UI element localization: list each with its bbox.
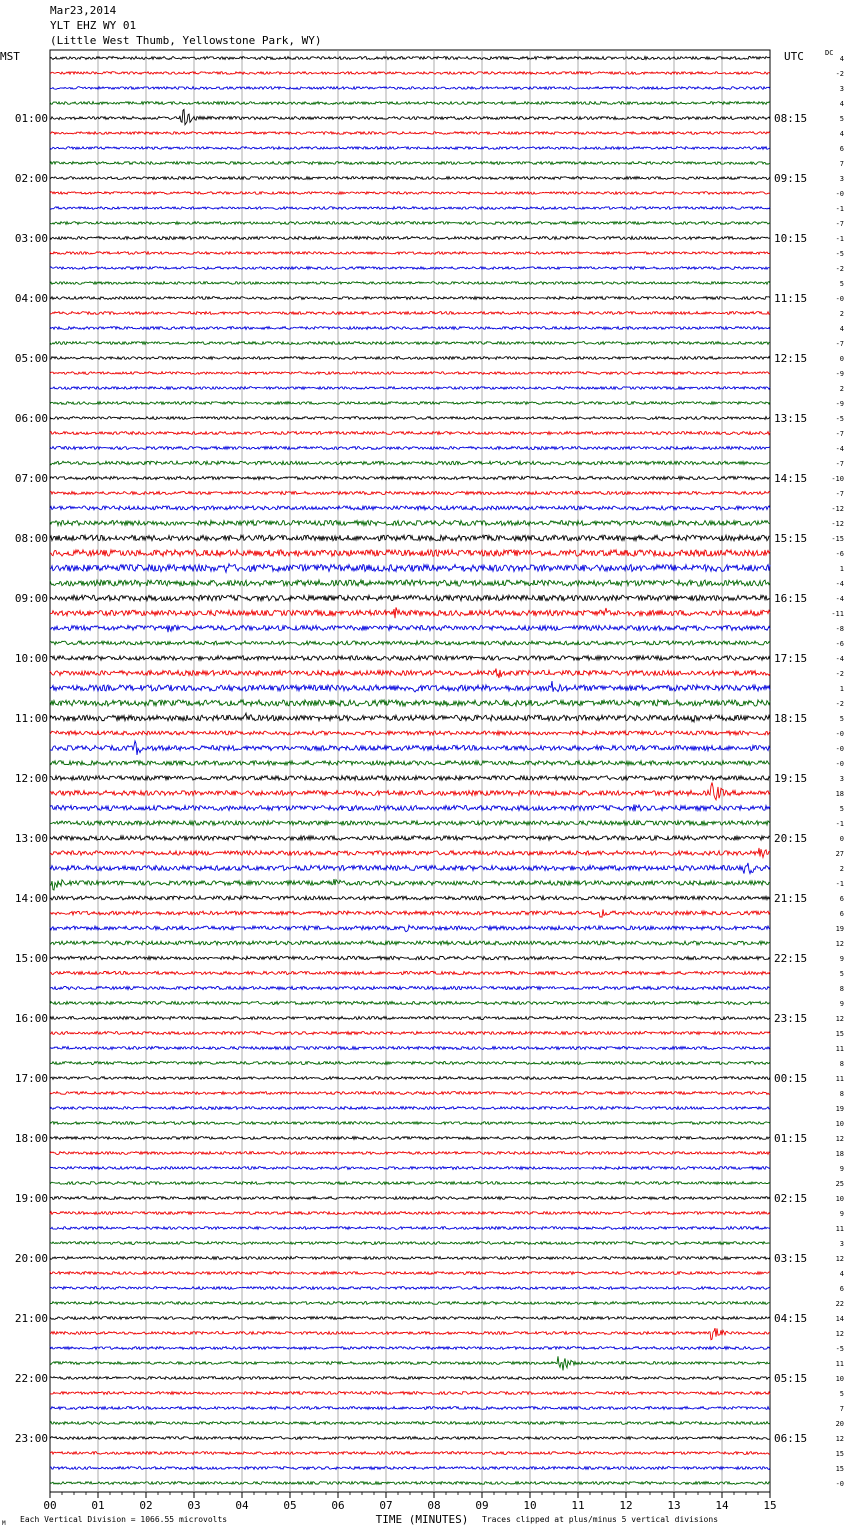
utc-hour-label: 19:15 [774, 772, 808, 785]
dc-offset-label: 12 [835, 1330, 844, 1338]
seismic-trace [50, 1032, 770, 1035]
seismic-trace [50, 535, 770, 541]
corner-mark: M [2, 1520, 6, 1527]
utc-hour-label: 00:15 [774, 1072, 808, 1085]
dc-offset-label: 9 [839, 1165, 844, 1173]
mst-hour-label: 12:00 [14, 772, 48, 785]
dc-offset-label: 12 [835, 1015, 844, 1023]
mst-hour-label: 04:00 [14, 292, 48, 305]
mst-hour-label: 16:00 [14, 1012, 48, 1025]
dc-offset-label: -9 [835, 400, 844, 408]
dc-offset-label: 18 [835, 790, 844, 798]
utc-hour-label: 17:15 [774, 652, 808, 665]
seismic-trace [50, 1242, 770, 1245]
mst-hour-label: 14:00 [14, 892, 48, 905]
dc-offset-label: 8 [839, 1090, 844, 1098]
chart-grid [50, 50, 770, 1492]
dc-offset-label: 7 [839, 160, 844, 168]
dc-offset-label: -9 [835, 370, 844, 378]
utc-axis-label: UTC [784, 50, 804, 63]
dc-offset-label: -2 [835, 700, 844, 708]
dc-offset-label: 5 [839, 805, 844, 813]
dc-offset-label: 19 [835, 925, 844, 933]
dc-offset-label: 0 [839, 835, 844, 843]
dc-offset-label: -0 [835, 745, 844, 753]
plot-location: (Little West Thumb, Yellowstone Park, WY) [50, 34, 322, 47]
x-tick-label: 14 [715, 1499, 729, 1512]
seismic-trace [50, 402, 770, 405]
dc-offset-label: 10 [835, 1120, 844, 1128]
dc-offset-label: -5 [835, 1345, 844, 1353]
mst-hour-label: 23:00 [14, 1432, 48, 1445]
dc-offset-label: -0 [835, 760, 844, 768]
seismic-trace [50, 700, 770, 706]
utc-hour-label: 10:15 [774, 232, 808, 245]
dc-offset-label: 25 [835, 1180, 844, 1188]
x-axis [43, 1492, 776, 1512]
plot-date: Mar23,2014 [50, 4, 117, 17]
dc-offset-label: -5 [835, 250, 844, 258]
utc-hour-label: 14:15 [774, 472, 808, 485]
dc-offset-label: 4 [839, 325, 844, 333]
dc-offset-label: -4 [835, 655, 844, 663]
dc-offset-label: 5 [839, 970, 844, 978]
seismic-trace [50, 761, 770, 765]
mst-hour-label: 08:00 [14, 532, 48, 545]
x-tick-label: 06 [331, 1499, 345, 1512]
dc-offset-label: 9 [839, 955, 844, 963]
seismic-trace [50, 848, 770, 858]
dc-offset-label: -10 [831, 475, 844, 483]
plot-station: YLT EHZ WY 01 [50, 19, 137, 32]
seismic-trace [50, 1482, 770, 1485]
seismic-trace [50, 491, 770, 494]
dc-offset-label: 1 [839, 685, 844, 693]
seismic-trace [50, 1287, 770, 1290]
dc-offset-label: 15 [835, 1030, 844, 1038]
seismic-trace [50, 222, 770, 225]
dc-offset-label: 9 [839, 1000, 844, 1008]
seismic-trace [50, 1407, 770, 1410]
dc-offset-label: 22 [835, 1300, 844, 1308]
seismic-trace [50, 713, 770, 722]
dc-offset-label: 0 [839, 355, 844, 363]
mst-hour-label: 09:00 [14, 592, 48, 605]
seismic-trace [50, 681, 770, 692]
mst-hour-label: 20:00 [14, 1252, 48, 1265]
dc-offset-label: 12 [835, 1435, 844, 1443]
utc-hour-label: 16:15 [774, 592, 808, 605]
seismic-trace [50, 836, 770, 840]
utc-hour-label: 03:15 [774, 1252, 808, 1265]
dc-offset-label: 10 [835, 1375, 844, 1383]
x-tick-label: 10 [523, 1499, 537, 1512]
dc-offset-label: 11 [835, 1075, 844, 1083]
dc-offset-label: -0 [835, 190, 844, 198]
seismic-trace [50, 207, 770, 210]
seismic-trace [50, 879, 770, 890]
seismic-trace [50, 177, 770, 180]
seismic-trace [50, 1392, 770, 1395]
seismic-trace [50, 1437, 770, 1440]
dc-offset-label: 10 [835, 1195, 844, 1203]
seismic-trace [50, 896, 770, 900]
seismic-trace [50, 1017, 770, 1020]
seismic-trace [50, 564, 770, 573]
seismic-trace [50, 641, 770, 645]
seismic-trace [50, 72, 770, 75]
mst-hour-label: 01:00 [14, 112, 48, 125]
utc-hour-label: 01:15 [774, 1132, 808, 1145]
x-tick-label: 03 [187, 1499, 201, 1512]
seismic-trace [50, 1257, 770, 1260]
dc-offset-label: 11 [835, 1360, 844, 1368]
mst-hour-label: 02:00 [14, 172, 48, 185]
mst-hour-label: 05:00 [14, 352, 48, 365]
mst-hour-label: 10:00 [14, 652, 48, 665]
x-tick-label: 00 [43, 1499, 57, 1512]
x-tick-label: 01 [91, 1499, 105, 1512]
seismic-trace [50, 267, 770, 270]
seismic-trace [50, 580, 770, 586]
seismic-trace [50, 1422, 770, 1425]
seismic-trace [50, 1467, 770, 1470]
dc-offset-label: -7 [835, 220, 844, 228]
dc-axis-label: DC [825, 49, 834, 57]
dc-offset-label: -2 [835, 265, 844, 273]
dc-offset-label: 4 [839, 100, 844, 108]
seismic-trace [50, 775, 770, 781]
seismic-trace [50, 1047, 770, 1050]
clip-note: Traces clipped at plus/minus 5 vertical divisions [482, 1515, 719, 1524]
dc-offset-label: -0 [835, 1480, 844, 1488]
seismic-trace [50, 87, 770, 90]
mst-hour-label: 13:00 [14, 832, 48, 845]
seismic-trace [50, 1122, 770, 1125]
dc-offset-label: 19 [835, 1105, 844, 1113]
dc-offset-label: 6 [839, 1285, 844, 1293]
dc-offset-label: 20 [835, 1420, 844, 1428]
seismic-trace [50, 1347, 770, 1350]
utc-hour-label: 23:15 [774, 1012, 808, 1025]
utc-hour-label: 22:15 [774, 952, 808, 965]
seismic-trace [50, 909, 770, 917]
dc-offset-label: 5 [839, 115, 844, 123]
mst-hour-label: 03:00 [14, 232, 48, 245]
dc-offset-label: 5 [839, 1390, 844, 1398]
dc-offset-label: 2 [839, 385, 844, 393]
utc-hour-label: 04:15 [774, 1312, 808, 1325]
seismic-trace [50, 956, 770, 959]
dc-offset-label: -12 [831, 520, 844, 528]
plot-frame [50, 50, 770, 1492]
dc-offset-label: -11 [831, 610, 844, 618]
seismic-trace [50, 1317, 770, 1320]
mst-hour-label: 07:00 [14, 472, 48, 485]
seismic-trace [50, 102, 770, 105]
dc-offset-label: -7 [835, 490, 844, 498]
mst-hour-label: 17:00 [14, 1072, 48, 1085]
mst-hour-label: 15:00 [14, 952, 48, 965]
seismic-trace [50, 237, 770, 240]
dc-offset-label: 8 [839, 985, 844, 993]
seismic-trace [50, 731, 770, 735]
seismic-trace [50, 327, 770, 330]
mst-axis-label: MST [0, 50, 20, 63]
seismic-trace [50, 1077, 770, 1080]
seismic-trace [50, 1356, 770, 1370]
seismic-trace [50, 1182, 770, 1185]
seismic-trace [50, 1137, 770, 1140]
x-tick-label: 08 [427, 1499, 441, 1512]
seismic-trace [50, 625, 770, 632]
dc-offset-label: 3 [839, 1240, 844, 1248]
seismic-trace [50, 805, 770, 812]
dc-offset-label: 4 [839, 55, 844, 63]
mst-hour-label: 06:00 [14, 412, 48, 425]
dc-offset-label: 5 [839, 280, 844, 288]
seismic-trace [50, 669, 770, 679]
utc-hour-label: 05:15 [774, 1372, 808, 1385]
dc-offset-label: 8 [839, 1060, 844, 1068]
dc-offset-label: 11 [835, 1045, 844, 1053]
dc-offset-label: 3 [839, 775, 844, 783]
dc-offset-label: -2 [835, 70, 844, 78]
seismic-trace [50, 282, 770, 285]
mst-hour-label: 18:00 [14, 1132, 48, 1145]
dc-offset-label: 5 [839, 715, 844, 723]
seismic-trace [50, 417, 770, 420]
x-tick-label: 05 [283, 1499, 297, 1512]
seismic-trace [50, 132, 770, 135]
dc-offset-label: -6 [835, 640, 844, 648]
seismic-trace [50, 387, 770, 390]
mst-hour-label: 19:00 [14, 1192, 48, 1205]
seismic-trace [50, 192, 770, 195]
x-tick-label: 11 [571, 1499, 585, 1512]
seismic-trace [50, 252, 770, 255]
dc-offset-label: 2 [839, 865, 844, 873]
dc-offset-label: 14 [835, 1315, 844, 1323]
seismic-trace [50, 1377, 770, 1380]
seismic-trace [50, 1092, 770, 1095]
seismic-trace [50, 656, 770, 660]
dc-offset-label: 3 [839, 175, 844, 183]
seismic-trace [50, 372, 770, 375]
dc-offset-label: 7 [839, 1405, 844, 1413]
dc-offset-label: -6 [835, 550, 844, 558]
dc-offset-label: -8 [835, 625, 844, 633]
scale-note: Each Vertical Division = 1066.55 microvolts [20, 1515, 228, 1524]
x-axis-title: TIME (MINUTES) [375, 1513, 469, 1526]
dc-offset-label: 12 [835, 1255, 844, 1263]
utc-hour-labels [774, 112, 807, 1445]
seismic-trace [50, 1227, 770, 1230]
utc-hour-label: 21:15 [774, 892, 808, 905]
dc-offset-label: 15 [835, 1465, 844, 1473]
utc-hour-label: 02:15 [774, 1192, 808, 1205]
mst-hour-label: 22:00 [14, 1372, 48, 1385]
utc-hour-label: 15:15 [774, 532, 808, 545]
dc-offset-label: 1 [839, 565, 844, 573]
seismic-trace [50, 1107, 770, 1110]
x-tick-label: 09 [475, 1499, 489, 1512]
seismic-trace [50, 342, 770, 345]
x-tick-label: 13 [667, 1499, 681, 1512]
seismic-trace [50, 941, 770, 945]
dc-offset-label: -0 [835, 730, 844, 738]
utc-hour-label: 18:15 [774, 712, 808, 725]
utc-hour-label: 11:15 [774, 292, 808, 305]
dc-offset-label: 12 [835, 940, 844, 948]
dc-offset-labels [831, 55, 844, 1488]
seismic-trace [50, 476, 770, 479]
dc-offset-label: 6 [839, 910, 844, 918]
seismic-trace [50, 863, 770, 874]
dc-offset-label: 12 [835, 1135, 844, 1143]
seismic-trace [50, 1167, 770, 1170]
seismic-trace [50, 57, 770, 60]
utc-hour-label: 06:15 [774, 1432, 808, 1445]
seismic-trace [50, 1272, 770, 1275]
seismic-trace [50, 550, 770, 556]
mst-hour-label: 21:00 [14, 1312, 48, 1325]
dc-offset-label: 27 [835, 850, 844, 858]
dc-offset-label: 18 [835, 1150, 844, 1158]
seismic-trace [50, 971, 770, 974]
seismic-trace [50, 821, 770, 825]
seismic-trace [50, 595, 770, 601]
dc-offset-label: 15 [835, 1450, 844, 1458]
x-tick-label: 04 [235, 1499, 249, 1512]
dc-offset-label: -1 [835, 205, 844, 213]
seismic-trace [50, 925, 770, 931]
seismic-trace [50, 986, 770, 989]
dc-offset-label: -7 [835, 340, 844, 348]
mst-hour-label: 11:00 [14, 712, 48, 725]
dc-offset-label: -5 [835, 415, 844, 423]
x-tick-label: 02 [139, 1499, 153, 1512]
mst-hour-labels [15, 112, 48, 1445]
dc-offset-label: -7 [835, 460, 844, 468]
dc-offset-label: -1 [835, 235, 844, 243]
seismic-trace [50, 147, 770, 150]
dc-offset-label: 9 [839, 1210, 844, 1218]
seismic-trace [50, 461, 770, 465]
x-tick-label: 15 [763, 1499, 777, 1512]
dc-offset-label: 3 [839, 85, 844, 93]
utc-hour-label: 08:15 [774, 112, 808, 125]
seismic-trace [50, 297, 770, 300]
seismic-trace [50, 432, 770, 435]
dc-offset-label: -2 [835, 670, 844, 678]
utc-hour-label: 13:15 [774, 412, 808, 425]
seismic-trace [50, 447, 770, 450]
seismic-trace [50, 162, 770, 165]
dc-offset-label: -7 [835, 430, 844, 438]
seismic-trace [50, 1197, 770, 1200]
seismic-trace [50, 357, 770, 360]
seismic-trace [50, 783, 770, 800]
utc-hour-label: 12:15 [774, 352, 808, 365]
dc-offset-label: -0 [835, 295, 844, 303]
dc-offset-label: -4 [835, 445, 844, 453]
seismic-trace [50, 1062, 770, 1065]
dc-offset-label: 6 [839, 895, 844, 903]
dc-offset-label: 11 [835, 1225, 844, 1233]
trace-group [50, 57, 770, 1485]
seismic-trace [50, 506, 770, 510]
dc-offset-label: 4 [839, 1270, 844, 1278]
dc-offset-label: -1 [835, 820, 844, 828]
dc-offset-label: -12 [831, 505, 844, 513]
seismic-trace [50, 1452, 770, 1455]
dc-offset-label: 4 [839, 130, 844, 138]
utc-hour-label: 20:15 [774, 832, 808, 845]
dc-offset-label: 6 [839, 145, 844, 153]
dc-offset-label: -15 [831, 535, 844, 543]
x-tick-label: 07 [379, 1499, 393, 1512]
seismic-trace [50, 607, 770, 618]
utc-hour-label: 09:15 [774, 172, 808, 185]
dc-offset-label: -1 [835, 880, 844, 888]
dc-offset-label: -4 [835, 580, 844, 588]
seismic-trace [50, 110, 770, 125]
seismic-trace [50, 741, 770, 755]
dc-offset-label: 2 [839, 310, 844, 318]
seismic-trace [50, 312, 770, 315]
seismic-trace [50, 1302, 770, 1305]
seismic-trace [50, 1212, 770, 1215]
x-tick-label: 12 [619, 1499, 633, 1512]
seismic-trace [50, 1001, 770, 1004]
seismic-trace [50, 1152, 770, 1155]
seismic-trace [50, 521, 770, 526]
seismic-trace [50, 1328, 770, 1340]
dc-offset-label: -4 [835, 595, 844, 603]
